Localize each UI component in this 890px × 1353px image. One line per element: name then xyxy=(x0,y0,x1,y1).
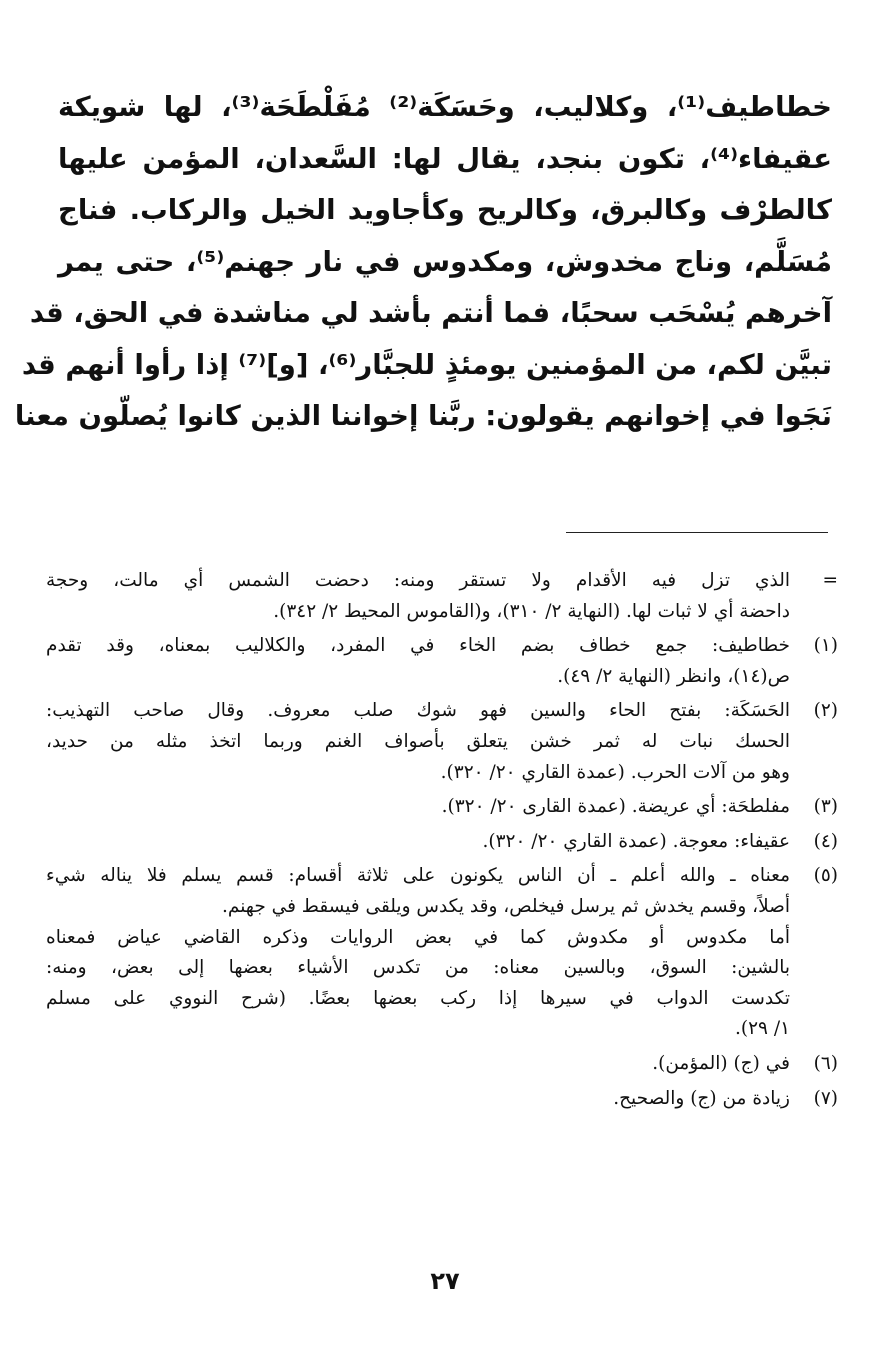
footnote-marker: (٤) xyxy=(813,830,838,852)
footnote-separator xyxy=(566,532,828,533)
footnote-line: معناه ـ والله أعلم ـ أن الناس يكونون على ثلاثة أقسام: قسم يسلم فلا يناله شيء xyxy=(46,865,790,887)
footnote-3 xyxy=(46,792,838,823)
footnote-marker: (٣) xyxy=(813,796,838,818)
main-text-line: خطاطيف⁽¹⁾، وكلاليب، وحَسَكَة⁽²⁾ مُفَلْطَحَة⁽³⁾، لها شويكة xyxy=(58,91,832,123)
footnotes-block xyxy=(46,566,838,1114)
footnote-marker: (٦) xyxy=(813,1052,838,1074)
footnote-line: زيادة من (ج) والصحيح. xyxy=(613,1087,790,1109)
footnote-7 xyxy=(46,1084,838,1115)
page-number: ٢٧ xyxy=(430,1267,460,1295)
footnote-line: أما مكدوس أو مكدوش كما في بعض الروايات وذكره القاضي عياض فمعناه xyxy=(46,926,790,948)
footnote-5 xyxy=(46,861,838,1045)
footnote-2 xyxy=(46,696,838,788)
footnote-line: وهو من آلات الحرب. (عمدة القاري ٢٠/ ٣٢٠). xyxy=(440,761,790,783)
main-text-line: آخرهم يُسْحَب سحبًا، فما أنتم بأشد لي مناشدة في الحق، قد xyxy=(29,297,832,329)
footnote-continuation xyxy=(46,566,838,627)
footnote-line: الحسك نبات له ثمر خشن يتعلق بأصواف الغنم وربما اتخذ مثله من حديد، xyxy=(46,730,790,752)
footnote-4 xyxy=(46,827,838,858)
footnote-marker: = xyxy=(822,570,838,591)
footnote-line: بالشين: السوق، وبالسين معناه: من تكدس الأشياء بعضها إلى بعض، ومنه: xyxy=(46,957,790,979)
footnote-marker: (٧) xyxy=(813,1087,838,1109)
footnote-1 xyxy=(46,631,838,692)
footnote-6 xyxy=(46,1049,838,1080)
footnote-line: أصلاً، وقسم يخدش ثم يرسل فيخلص، وقد يكدس ويلقى فيسقط في جهنم. xyxy=(222,895,790,917)
footnote-line: عقيفاء: معوجة. (عمدة القاري ٢٠/ ٣٢٠). xyxy=(482,830,790,852)
main-text-block xyxy=(14,82,832,443)
main-text-line: مُسَلَّم، وناج مخدوش، ومكدوس في نار جهنم⁽⁵⁾، حتى يمر xyxy=(58,245,832,278)
main-text-line: تبيَّن لكم، من المؤمنين يومئذٍ للجبَّار⁽⁶⁾، [و]⁽⁷⁾ إذا رأوا أنهم قد xyxy=(21,348,832,381)
footnote-marker: (٢) xyxy=(813,700,838,722)
main-text-line: كالطرْف وكالبرق، وكالريح وكأجاويد الخيل والركاب. فناج xyxy=(58,194,832,226)
footnote-line: داحضة أي لا ثبات لها. (النهاية ٢/ ٣١٠)، و(القاموس المحيط ٢/ ٣٤٢). xyxy=(273,600,790,622)
footnote-line: تكدست الدواب في سيرها إذا ركب بعضها بعضًا. (شرح النووي على مسلم xyxy=(46,987,790,1009)
footnote-line: في (ج) (المؤمن). xyxy=(652,1052,790,1074)
footnote-line: ص(١٤)، وانظر (النهاية ٢/ ٤٩). xyxy=(557,665,790,687)
footnote-line: خطاطيف: جمع خطاف بضم الخاء في المفرد، والكلاليب بمعناه، وقد تقدم xyxy=(46,635,790,657)
footnote-line: الحَسَكَة: بفتح الحاء والسين فهو شوك صلب معروف. وقال صاحب التهذيب: xyxy=(46,700,790,722)
footnote-line: مفلطحَة: أي عريضة. (عمدة القارى ٢٠/ ٣٢٠). xyxy=(441,796,790,818)
main-text-line: عقيفاء⁽⁴⁾، تكون بنجد، يقال لها: السَّعدان، المؤمن عليها xyxy=(58,142,832,175)
footnote-line: ١/ ٢٩). xyxy=(734,1018,790,1040)
footnote-marker: (٥) xyxy=(813,865,838,887)
footnote-line: الذي تزل فيه الأقدام ولا تستقر ومنه: دحضت الشمس أي مالت، وحجة xyxy=(46,570,790,591)
main-text-line: نَجَوا في إخوانهم يقولون: ربَّنا إخواننا الذين كانوا يُصلّون معنا xyxy=(14,400,832,432)
footnote-marker: (١) xyxy=(813,635,838,657)
